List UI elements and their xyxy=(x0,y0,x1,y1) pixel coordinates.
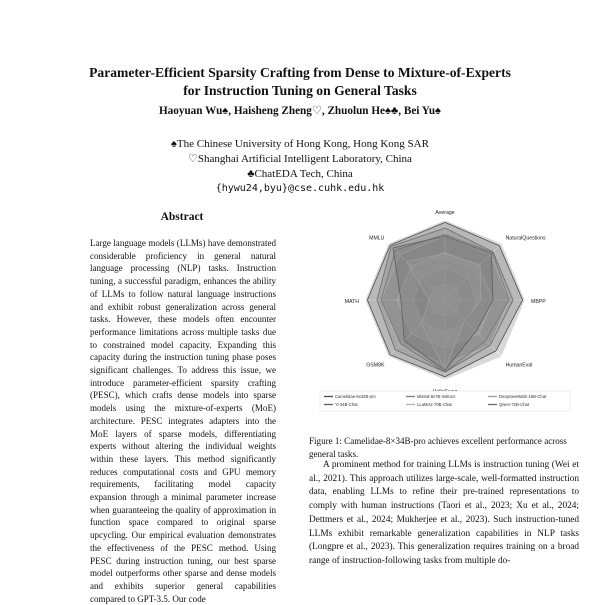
legend-entry: LLaMA2-70B-Chat xyxy=(417,402,452,407)
contact-email: {hywu24,byu}@cse.cuhk.edu.hk xyxy=(215,183,385,194)
radar-legend xyxy=(320,391,570,411)
intro-paragraph xyxy=(309,459,579,569)
abstract-heading: Abstract xyxy=(160,211,204,223)
affiliation-cuhk: ♠The Chinese University of Hong Kong, Hong Kong SAR xyxy=(171,138,429,150)
radar-axis-label: NaturalQuestions xyxy=(505,235,546,242)
radar-axis-label: GSM8K xyxy=(366,362,385,369)
paper-title-line-2: for Instruction Tuning on General Tasks xyxy=(183,83,417,98)
radar-axis-label: Average xyxy=(435,210,455,216)
radar-axis-label: MATH xyxy=(344,299,359,305)
legend-entry: DeepSeekMoE-16B-Chat xyxy=(499,394,547,399)
radar-axis-label: MBPP xyxy=(531,299,546,305)
legend-entry: Mixtral-8x7B-Instruct xyxy=(417,394,456,399)
intro-text: A prominent method for training LLMs is instruction tuning (Wei et al., 2021). This approach utilizes large-scale, well-formatted instruction data, enabling LLMs to refine their pre-trained representations to comply with human instructions (Taori et al., 2023; Xu et al., 2024; Dettmers et al., 2024; Mukherjee et al., 2023). Such instruction-tuned LLMs exhibit remarkable generalization capabilities in NLP tasks (Longpre et al., 2023). This generalization requires training on a broad range of instruction-following tasks from multiple do- xyxy=(309,460,579,566)
paper-title-line-1: Parameter-Efficient Sparsity Crafting from Dense to Mixture-of-Experts xyxy=(89,65,511,80)
figure-1-caption: Figure 1: Camelidae-8×34B-pro achieves excellent performance across general tasks. xyxy=(309,436,567,459)
legend-entry: Qwen-72B-Chat xyxy=(499,402,530,407)
abstract-text: Large language models (LLMs) have demonstrated considerable proficiency in general natural language processing (NLP) tasks. Instruction tuning, a successful paradigm, enhances the ability of LLMs to follow natural language instructions and exhibit robust generalization across general tasks. However, these models often encounter performance limitations across multiple tasks due to constrained model capacity. Expanding this capacity during the instruction tuning phase poses significant challenges. To address this issue, we introduce parameter-efficient sparsity crafting (PESC), which crafts dense models into sparse models using the mixture-of-experts (MoE) architecture. PESC integrates adapters into the MoE layers of sparse models, differentiating experts without altering the individual weights within these layers. This method significantly reduces computational costs and GPU memory requirements, facilitating model capacity expansion through a minimal parameter increase when guaranteeing the quality of approximation in function space compared to original sparse upcycling. Our empirical evaluation demonstrates the effectiveness of the PESC method. Using PESC during instruction tuning, our best sparse model outperforms other sparse and dense models and exhibits superior general capabilities compared to GPT-3.5. Our code xyxy=(90,238,276,604)
legend-entry: Camelidae-8x34B-pro xyxy=(335,394,376,399)
affiliation-chateda: ♣ChatEDA Tech, China xyxy=(247,168,353,180)
author-list: Haoyuan Wu♠, Haisheng Zheng♡, Zhuolun He♠♣, Bei Yu♠ xyxy=(158,105,442,117)
radar-chart xyxy=(314,208,576,418)
legend-entry: Yi-34B-Chat xyxy=(335,402,358,407)
radar-axis-label: MMLU xyxy=(369,235,385,242)
affiliation-shanghai-ai-lab: ♡Shanghai Artificial Intelligent Laboratory, China xyxy=(188,153,412,165)
radar-axis-label: HumanEval xyxy=(505,362,533,369)
